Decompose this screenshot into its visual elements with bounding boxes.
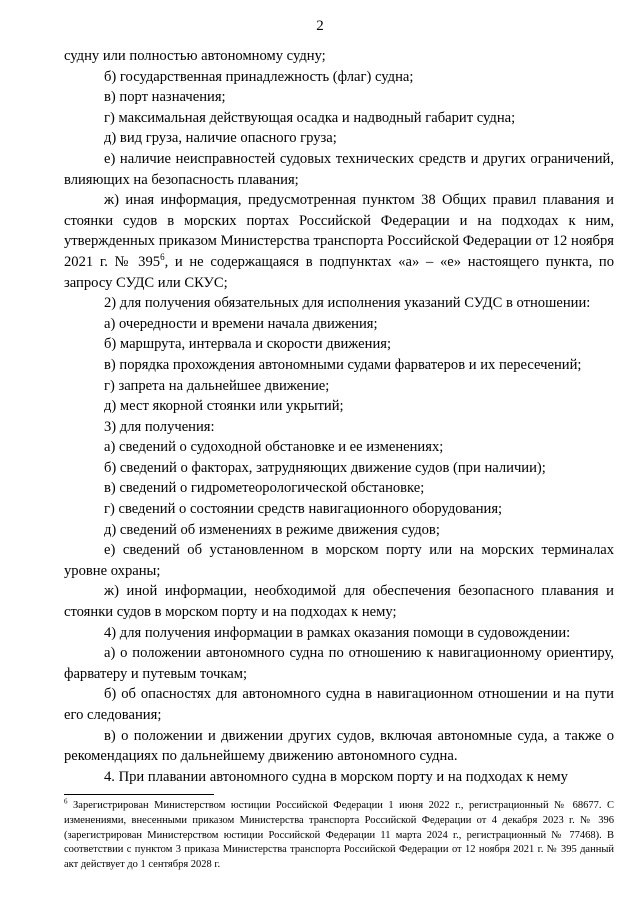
paragraph: е) наличие неисправностей судовых технических средств и других ограничений, влияющих на безопасность плавания; xyxy=(64,150,614,188)
paragraph: д) сведений об изменениях в режиме движения судов; xyxy=(104,521,440,538)
paragraph: ж) иной информации, необходимой для обеспечения безопасного плавания и стоянки судов в морском порту и на подходах к нему; xyxy=(64,583,614,621)
paragraph: 3) для получения: xyxy=(104,418,215,435)
footnote-text: Зарегистрирован Министерством юстиции Российской Федерации 1 июня 2022 г., регистрационный № 68677. С изменениями, внесенными приказом Министерства транспорта Российской Федерации от 4 декабря 2023 г. № 396 (зарегистрирован Министерством юстиции Российской Федерации 11 марта 2024 г., регистрационный № 77468). В соответствии с пунктом 3 приказа Министерства транспорта Российской Федерации от 12 ноября 2021 г. № 395 данный акт действует до 1 сентября 2028 г. xyxy=(64,800,614,871)
paragraph-with-footnote xyxy=(64,190,614,293)
paragraph: в) порядка прохождения автономными судами фарватеров и их пересечений; xyxy=(104,356,582,373)
paragraph: а) о положении автономного судна по отношению к навигационному ориентиру, фарватеру и путевым точкам; xyxy=(64,645,614,682)
paragraph: судну или полностью автономному судну; xyxy=(64,48,326,64)
paragraph: а) очередности и времени начала движения; xyxy=(104,315,378,332)
paragraph: д) мест якорной стоянки или укрытий; xyxy=(104,398,344,415)
paragraph: б) маршрута, интервала и скорости движения; xyxy=(104,336,392,353)
footnote-marker: 6 xyxy=(64,797,68,806)
paragraph: г) запрета на дальнейшее движение; xyxy=(104,377,330,394)
page-number: 2 xyxy=(316,18,324,34)
paragraph: е) сведений об установленном в морском порту или на морских терминалах уровне охраны; xyxy=(64,542,614,579)
paragraph-text-continued: , и не содержащаяся в подпунктах «а» – «е» настоящего пункта, по запросу СУДС или СКУС; xyxy=(64,253,614,291)
paragraph: в) порт назначения; xyxy=(104,89,226,106)
paragraph: б) сведений о факторах, затрудняющих движение судов (при наличии); xyxy=(104,459,546,476)
paragraph: г) сведений о состоянии средств навигационного оборудования; xyxy=(104,501,503,518)
paragraph: в) о положении и движении других судов, включая автономные суда, а также о рекомендациях по дальнейшему движению автономного судна. xyxy=(64,727,614,765)
paragraph-text: ж) иная информация, предусмотренная пунктом 38 Общих правил плавания и стоянки судов в морских портах Российской Федерации и на подходах к ним, утвержденных приказом Министерства транспорта Российской Федерации от 12 ноября 2021 г. № 395 xyxy=(64,192,614,270)
paragraph: б) об опасностях для автономного судна в навигационном отношении и на пути его следования; xyxy=(64,686,614,723)
paragraph: 4) для получения информации в рамках оказания помощи в судовождении: xyxy=(104,624,571,641)
document-body xyxy=(64,46,614,787)
paragraph: б) государственная принадлежность (флаг) судна; xyxy=(104,68,414,85)
paragraph: 2) для получения обязательных для исполнения указаний СУДС в отношении: xyxy=(104,295,591,312)
footnote-reference[interactable]: 6 xyxy=(160,252,165,263)
paragraph: а) сведений о судоходной обстановке и ее изменениях; xyxy=(104,439,444,456)
paragraph: д) вид груза, наличие опасного груза; xyxy=(104,130,337,147)
paragraph: г) максимальная действующая осадка и надводный габарит судна; xyxy=(104,109,516,126)
paragraph: в) сведений о гидрометеорологической обстановке; xyxy=(104,480,425,497)
paragraph: 4. При плавании автономного судна в морском порту и на подходах к нему xyxy=(104,768,568,785)
footnote-separator xyxy=(64,794,214,795)
footnote xyxy=(64,799,614,873)
